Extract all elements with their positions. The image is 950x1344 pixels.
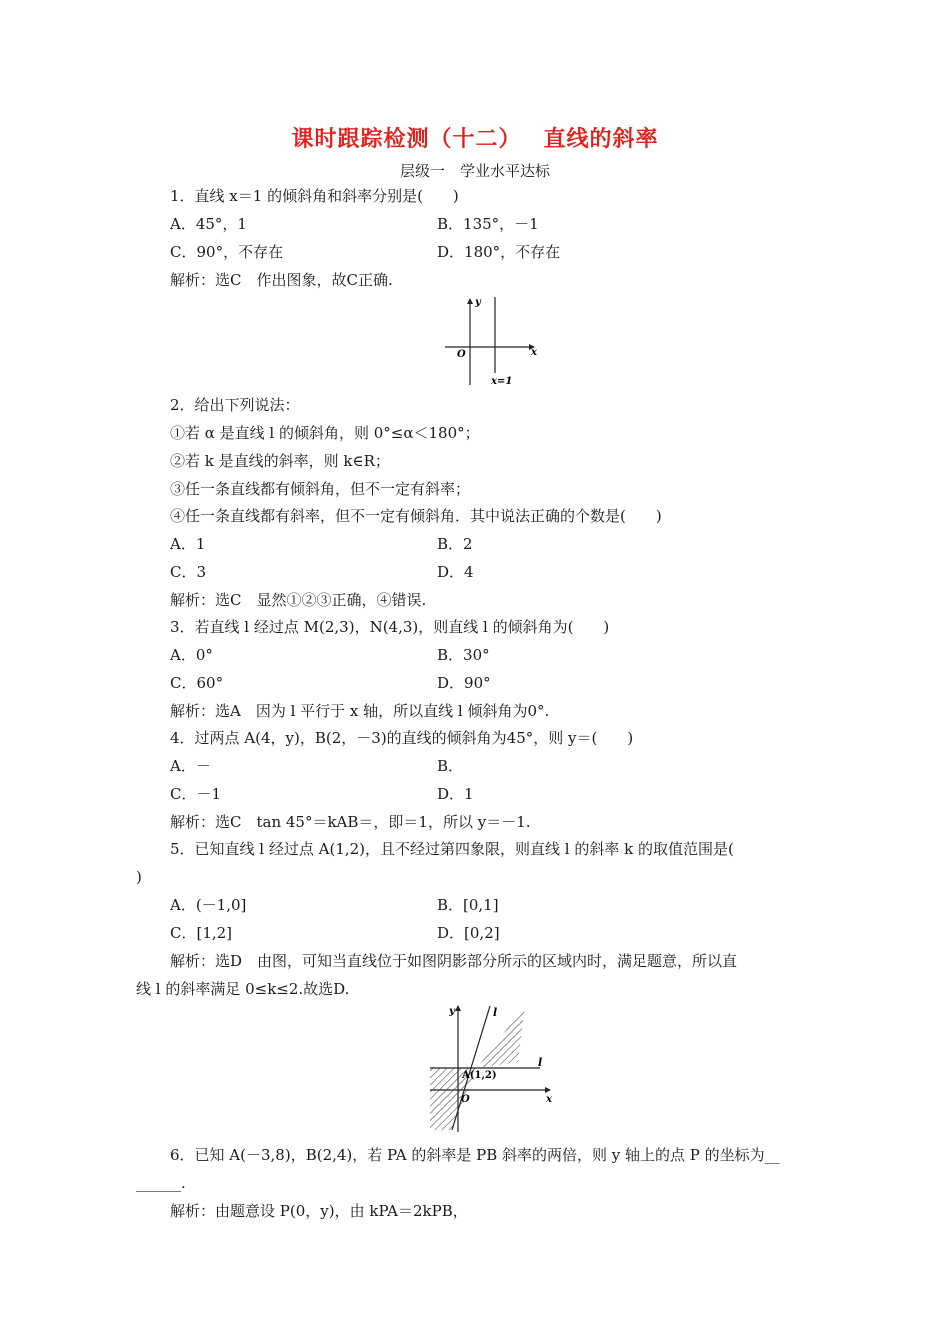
q5-figure [430,1000,565,1135]
q1-stem: 1．直线 x＝1 的倾斜角和斜率分别是( ) [170,187,459,205]
q1-x-label: x [531,347,537,358]
q6-answer: 解析：由题意设 P(0，y)，由 kPA＝2kPB， [170,1202,468,1220]
q6-stem-end: ______. [136,1174,186,1192]
q5-stem-end: ) [136,868,142,886]
q5-stem: 5．已知直线 l 经过点 A(1,2)，且不经过第四象限，则直线 l 的斜率 k 的取值范围是( [170,840,734,858]
q2-option-a: A．1 [170,535,206,553]
q4-option-a: A．－ [170,757,211,775]
q1-y-arrow [467,298,473,304]
q4-answer: 解析：选C tan 45°＝kAB＝，即＝1，所以 y＝－1. [170,813,531,831]
q1-option-d: D．180°，不存在 [437,243,561,261]
q5-option-b: B．[0,1] [437,896,499,914]
q1-option-b: B．135°，－1 [437,215,539,233]
q1-graph [445,295,540,390]
q5-option-d: D．[0,2] [437,924,500,942]
title-main: 课时跟踪检测（十二） [291,127,522,152]
q3-option-d: D．90° [437,674,491,692]
q5-origin-label: O [461,1094,470,1105]
q4-option-b: B． [437,757,464,775]
q3-option-b: B．30° [437,646,490,664]
q5-y-label: y [449,1006,455,1017]
q2-statement-2: ②若 k 是直线的斜率，则 k∈R； [170,452,390,470]
q2-option-d: D．4 [437,563,474,581]
title-sub: 直线的斜率 [543,127,659,152]
q5-option-a: A．(－1,0] [170,896,247,914]
q4-stem: 4．过两点 A(4，y)，B(2，－3)的直线的倾斜角为45°，则 y＝( ) [170,729,634,747]
q5-graph [430,1000,565,1135]
q6-stem: 6．已知 A(－3,8)，B(2,4)，若 PA 的斜率是 PB 斜率的两倍，则 y 轴上的点 P 的坐标为__ [170,1146,780,1164]
q5-point-label: A(1,2) [462,1070,497,1081]
q2-option-b: B．2 [437,535,473,553]
q3-answer: 解析：选A 因为 l 平行于 x 轴，所以直线 l 倾斜角为0°. [170,702,550,720]
q4-option-d: D．1 [437,785,474,803]
q1-y-label: y [475,297,481,308]
q1-line-label: x=1 [491,376,513,387]
q2-stem: 2．给出下列说法： [170,396,300,414]
q3-option-c: C．60° [170,674,224,692]
q1-option-a: A．45°，1 [170,215,247,233]
q1-figure [445,295,540,390]
q2-option-c: C．3 [170,563,207,581]
q3-option-a: A．0° [170,646,213,664]
q5-x-label: x [546,1094,552,1105]
q1-option-c: C．90°，不存在 [170,243,284,261]
document-title [0,122,950,153]
q5-horizontal-line-label: l [538,1056,543,1069]
q5-y-arrow [455,1005,461,1011]
q5-answer: 解析：选D 由图，可知当直线位于如图阴影部分所示的区域内时，满足题意，所以直 [170,952,738,970]
q5-shaded-region-upper [477,1005,525,1068]
q5-x-arrow [545,1087,551,1093]
q1-origin-label: O [457,349,466,360]
q2-statement-4: ④任一条直线都有斜率，但不一定有倾斜角．其中说法正确的个数是( ) [170,507,662,525]
q5-steep-line-label: l [493,1006,498,1019]
q3-stem: 3．若直线 l 经过点 M(2,3)，N(4,3)，则直线 l 的倾斜角为( ) [170,618,610,636]
level-heading: 层级一 学业水平达标 [399,162,550,180]
q2-statement-3: ③任一条直线都有倾斜角，但不一定有斜率； [170,480,471,498]
q1-answer: 解析：选C 作出图象，故C正确. [170,271,393,289]
q2-statement-1: ①若 α 是直线 l 的倾斜角，则 0°≤α＜180°； [170,424,480,442]
q5-option-c: C．[1,2] [170,924,233,942]
q2-answer: 解析：选C 显然①②③正确，④错误. [170,591,427,609]
q5-answer-end: 线 l 的斜率满足 0≤k≤2.故选D. [136,980,350,998]
q4-option-c: C．－1 [170,785,222,803]
